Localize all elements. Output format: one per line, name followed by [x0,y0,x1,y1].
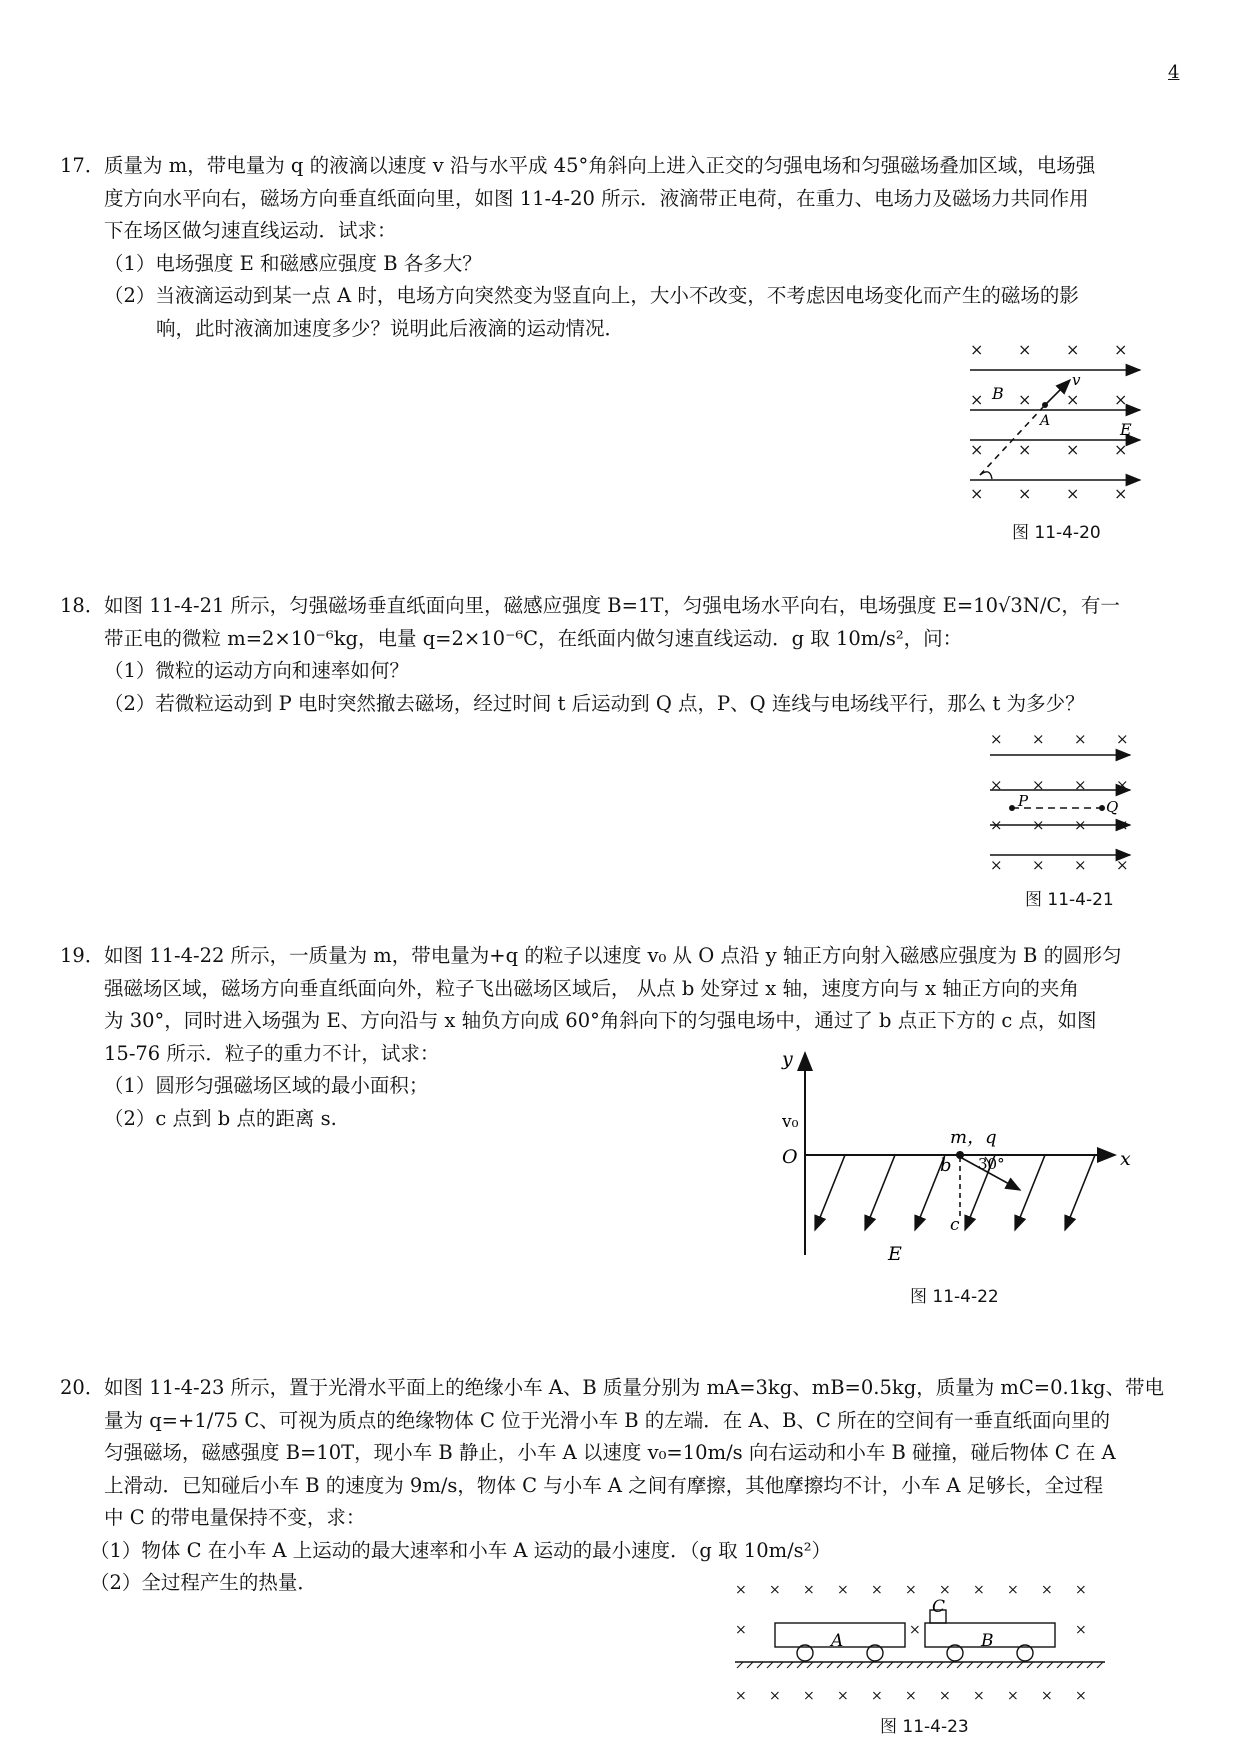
svg-text:×: × [1074,816,1087,834]
svg-text:×: × [1116,816,1129,834]
question-text: 为 30°，同时进入场强为 E、方向沿与 x 轴负方向成 60°角斜向下的匀强电场中，通过了 b 点正下方的 c 点，如图 [104,1009,1097,1032]
sub-question: （2）全过程产生的热量． [90,1571,317,1594]
svg-text:×: × [803,1582,815,1598]
svg-text:×: × [905,1688,917,1704]
svg-text:×: × [1074,730,1087,748]
svg-text:×: × [939,1688,951,1704]
question-text: 度方向水平向右，磁场方向垂直纸面向里，如图 11-4-20 所示．液滴带正电荷，在重力、电场力及磁场力共同作用 [104,186,1089,210]
question-text: 质量为 m，带电量为 q 的液滴以速度 v 沿与水平成 45°角斜向上进入正交的匀强电场和匀强磁场叠加区域，电场强 [104,154,1096,177]
svg-text:×: × [990,776,1003,794]
svg-text:×: × [1041,1688,1053,1704]
label-C: C [932,1597,946,1617]
svg-text:×: × [973,1582,985,1598]
question-text: 如图 11-4-23 所示，置于光滑水平面上的绝缘小车 A、B 质量分别为 mA=3kg、mB=0.5kg，质量为 mC=0.1kg、带电 [104,1376,1164,1399]
svg-text:×: × [837,1688,849,1704]
sub-question: （2）c 点到 b 点的距离 s. [104,1106,337,1130]
svg-text:×: × [1032,776,1045,794]
svg-text:×: × [871,1582,883,1598]
svg-text:×: × [1032,730,1045,748]
sub-question: （2）若微粒运动到 P 电时突然撤去磁场，经过时间 t 后运动到 Q 点，P、Q 连线与电场线平行，那么 t 为多少？ [104,691,1085,715]
svg-text:×: × [803,1688,815,1704]
svg-text:×: × [973,1688,985,1704]
label-Q: Q [1106,798,1119,816]
label-A: A [1040,413,1051,429]
svg-text:×: × [735,1622,747,1638]
svg-text:×: × [970,440,984,459]
svg-text:×: × [1114,484,1128,503]
figure-11-4-22 [770,1045,1150,1265]
question-17 [60,150,1180,345]
svg-text:×: × [871,1688,883,1704]
label-B: B [992,384,1004,403]
svg-text:×: × [769,1582,781,1598]
sub-question: （1）微粒的运动方向和速率如何？ [104,659,409,682]
figure-11-4-23 [735,1580,1135,1710]
label-B: B [981,1631,994,1651]
svg-text:×: × [1032,816,1045,834]
svg-text:×: × [735,1582,747,1598]
question-text: 15-76 所示．粒子的重力不计，试求： [104,1041,440,1065]
svg-text:×: × [1075,1688,1087,1704]
svg-text:×: × [909,1622,921,1638]
svg-text:×: × [1007,1688,1019,1704]
label-c: c [950,1215,960,1235]
page-number: 4 [1168,62,1180,83]
sub-question: （1）电场强度 E 和磁感应强度 B 各多大？ [104,251,482,275]
figure-caption: 图 11-4-23 [880,1717,969,1737]
label-A: A [831,1631,844,1651]
question-text: 下在场区做匀速直线运动．试求： [104,219,397,242]
svg-text:×: × [1066,440,1080,459]
question-number: 17． [60,154,105,177]
label-x: x [1120,1148,1131,1170]
svg-text:×: × [970,390,984,409]
question-number: 20． [60,1376,105,1399]
svg-text:×: × [1074,856,1087,874]
svg-text:×: × [1066,340,1080,359]
svg-text:×: × [990,856,1003,874]
svg-text:×: × [1116,856,1129,874]
svg-text:×: × [1041,1582,1053,1598]
question-number: 18． [60,594,105,617]
label-v: v [1072,371,1081,389]
question-18 [60,590,1180,720]
svg-text:×: × [837,1582,849,1598]
svg-text:×: × [1114,440,1128,459]
svg-text:×: × [1066,484,1080,503]
svg-text:×: × [1074,776,1087,794]
svg-text:×: × [970,340,984,359]
question-text: 中 C 的带电量保持不变，求： [104,1506,366,1529]
svg-text:×: × [1018,440,1032,459]
label-b: b [940,1155,952,1176]
label-O: O [782,1146,798,1168]
svg-text:×: × [1114,340,1128,359]
svg-text:×: × [1007,1582,1019,1598]
svg-text:×: × [1018,484,1032,503]
svg-text:×: × [735,1688,747,1704]
question-20 [60,1372,1180,1600]
svg-text:×: × [1018,390,1032,409]
figure-caption: 图 11-4-20 [1012,523,1101,543]
svg-text:×: × [939,1582,951,1598]
sub-question: （2）当液滴运动到某一点 A 时，电场方向突然变为竖直向上，大小不改变，不考虑因电场变化而产生的磁场的影 [104,284,1079,307]
figure-11-4-20 [970,335,1150,515]
question-text: 强磁场区域，磁场方向垂直纸面向外，粒子飞出磁场区域后， 从点 b 处穿过 x 轴，速度方向与 x 轴正方向的夹角 [104,976,1079,1000]
figure-caption: 图 11-4-21 [1025,890,1114,910]
svg-text:×: × [990,730,1003,748]
sub-question: （1）圆形匀强磁场区域的最小面积； [104,1074,429,1097]
question-text: 量为 q=+1/75 C、可视为质点的绝缘物体 C 位于光滑小车 B 的左端．在 A、B、C 所在的空间有一垂直纸面向里的 [104,1408,1111,1432]
svg-text:×: × [1114,390,1128,409]
figure-caption: 图 11-4-22 [910,1287,999,1307]
label-E: E [1120,420,1132,439]
question-text: 如图 11-4-22 所示，一质量为 m，带电量为+q 的粒子以速度 v₀ 从 O 点沿 y 轴正方向射入磁感应强度为 B 的圆形匀 [104,944,1122,967]
svg-text:×: × [1116,776,1129,794]
label-y: y [782,1048,793,1070]
svg-text:×: × [1018,340,1032,359]
question-text: 匀强磁场，磁感强度 B=10T，现小车 B 静止，小车 A 以速度 v₀=10m/s 向右运动和小车 B 碰撞，碰后物体 C 在 A [104,1441,1116,1464]
sub-question: 响，此时液滴加速度多少？说明此后液滴的运动情况． [156,316,625,340]
question-number: 19． [60,944,105,967]
svg-text:×: × [990,816,1003,834]
question-text: 如图 11-4-21 所示，匀强磁场垂直纸面向里，磁感应强度 B=1T，匀强电场水平向右，电场强度 E=10√3N/C，有一 [104,594,1120,617]
svg-text:×: × [769,1688,781,1704]
label-v0: v₀ [782,1112,799,1132]
sub-question: （1）物体 C 在小车 A 上运动的最大速率和小车 A 运动的最小速度．（g 取 10m/s²） [90,1538,832,1562]
svg-text:×: × [1075,1622,1087,1638]
svg-text:×: × [905,1582,917,1598]
figure-11-4-21 [990,730,1140,880]
svg-text:×: × [1066,390,1080,409]
question-text: 上滑动．已知碰后小车 B 的速度为 9m/s，物体 C 与小车 A 之间有摩擦，其他摩擦均不计，小车 A 足够长，全过程 [104,1473,1104,1497]
svg-text:×: × [1116,730,1129,748]
label-mq: m，q [950,1127,997,1148]
question-text: 带正电的微粒 m=2×10⁻⁶kg，电量 q=2×10⁻⁶C，在纸面内做匀速直线运动．g 取 10m/s²，问： [104,626,963,650]
svg-text:×: × [1032,856,1045,874]
svg-text:×: × [970,484,984,503]
label-P: P [1018,792,1029,810]
svg-text:×: × [1075,1582,1087,1598]
label-E: E [888,1243,902,1265]
label-angle: 30° [978,1155,1005,1173]
